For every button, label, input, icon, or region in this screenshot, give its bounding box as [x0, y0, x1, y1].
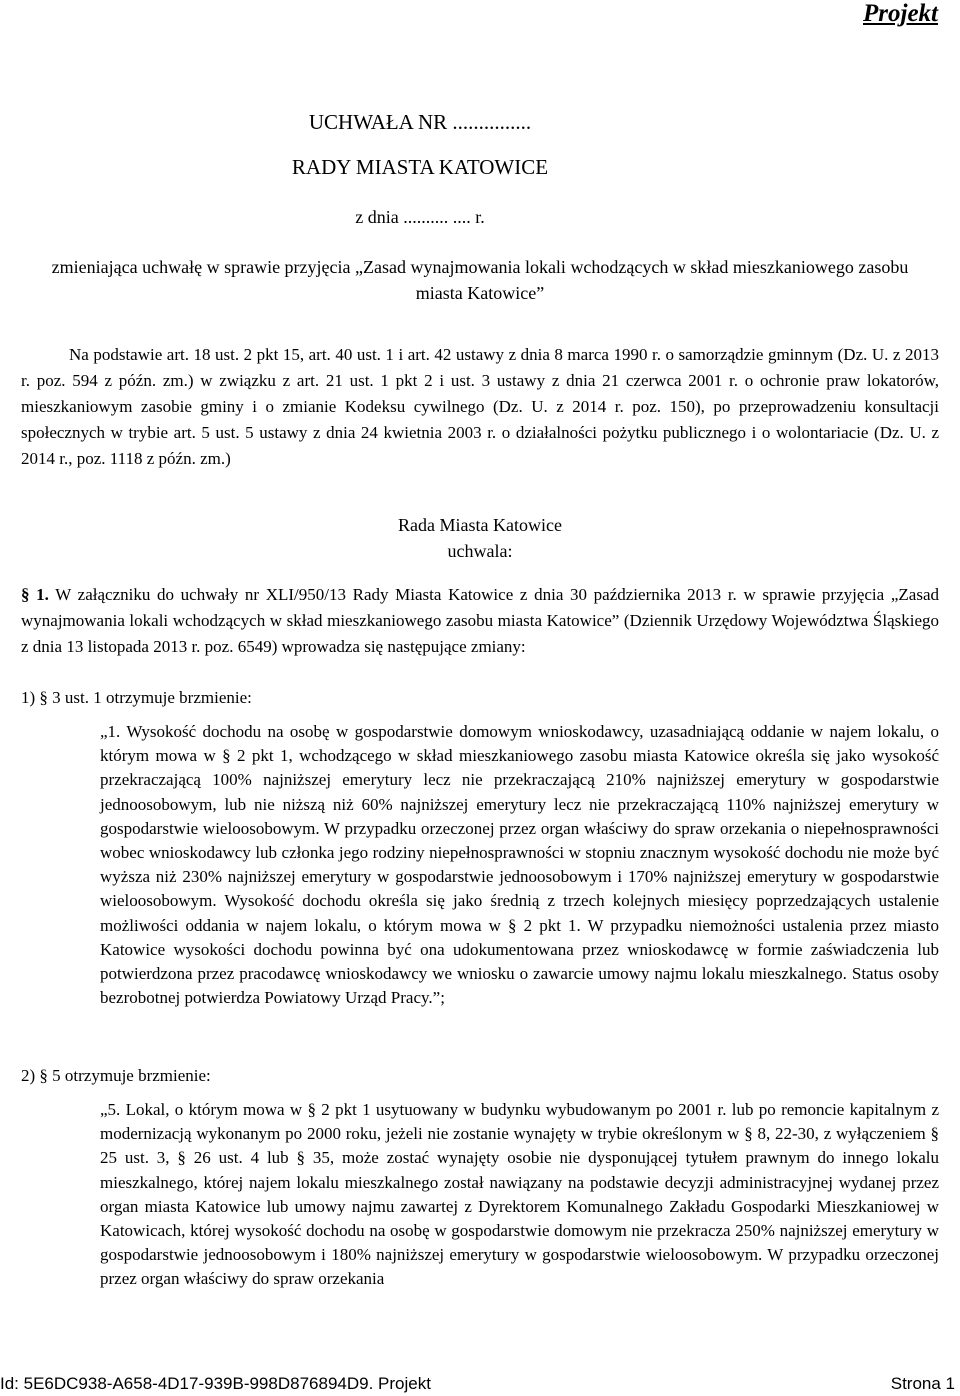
amendment-item-1-text: „1. Wysokość dochodu na osobę w gospodarstwie domowym wnioskodawcy, uzasadniającą oddanie w najem lokalu, o którym mowa w § 2 pkt 1, wchodzącego w skład mieszkaniowego zasobu miasta Katowice określa się jako wysokość przekraczającą 100% najniższej emerytury lecz nie przekraczającą 210% najniższej emerytury w gospodarstwie jednoosobowym, lub nie niższą niż 60% najniższej emerytury lecz nie przekraczającą 110% najniższej emerytury w gospodarstwie wieloosobowym. W przypadku orzeczonej przez organ właściwy do spraw orzekania o niepełnosprawności wobec wnioskodawcy lub członka jego rodziny niepełnosprawności w stopniu znacznym wysokość dochodu nie może być wyższa niż 230% najniższej emerytury w gospodarstwie jednoosobowym i 170% najniższej emerytury w gospodarstwie wieloosobowym. Wysokość dochodu określa się jako średnią z trzech kolejnych miesięcy poprzedzających ustalenie możliwości oddania w najem lokalu, o którym mowa w § 2 pkt 1. W przypadku niemożności ustalenia przez miasto Katowice wysokości dochodu powinna być ona udokumentowana przez wnioskodawcę w formie zaświadczenia lub potwierdzona przez pracodawcę wnioskodawcy we wniosku o zawarcie umowy najmu lokalu mieszkalnego. Status osoby bezrobotnej potwierdza Powiatowy Urząd Pracy.”; [100, 722, 939, 1008]
resolves-clause [0, 512, 960, 564]
amendment-item-2-text: „5. Lokal, o którym mowa w § 2 pkt 1 usytuowany w budynku wybudowanym po 2001 r. lub po remoncie kapitalnym z modernizacją wykonanym po 2000 roku, jeżeli nie zostanie wynajęty w trybie określonym w § 8, 22-30, z wyłączeniem § 25 ust. 3, § 26 ust. 4 lub § 35, może zostać wynajęty osobie nie dysponującej tytułem prawnym do innego lokalu mieszkalnego, której najem lokalu mieszkalnego został nawiązany na podstawie decyzji administracyjnej wydanej przez organ miasta Katowice lub umowy najmu zawartej z Dyrektorem Komunalnego Zakładu Gospodarki Mieszkaniowej w Katowicach, której wysokość dochodu na osobę w gospodarstwie domowym nie przekracza 250% najniższej emerytury w gospodarstwie jednoosobowym i 180% najniższej emerytury w gospodarstwie wieloosobowym. W przypadku orzeczonej przez organ właściwy do spraw orzekania [100, 1100, 939, 1289]
legal-basis: Na podstawie art. 18 ust. 2 pkt 15, art. 40 ust. 1 i art. 42 ustawy z dnia 8 marca 1990 r. o samorządzie gminnym (Dz. U. z 2013 r. poz. 594 z późn. zm.) w związku z art. 21 ust. 1 pkt 2 i ust. 3 ustawy z dnia 21 czerwca 2001 r. o ochronie praw lokatorów, mieszkaniowym zasobie gminy i o zmianie Kodeksu cywilnego (Dz. U. z 2014 r. poz. 150), po przeprowadzeniu konsultacji społecznych w trybie art. 5 ust. 5 ustawy z dnia 24 kwietnia 2003 r. o działalności pożytku publicznego i o wolontariacie (Dz. U. z 2014 r., poz. 1118 z późn. zm.) [21, 345, 939, 468]
page-number: Strona 1 [890, 1374, 955, 1393]
resolution-date [0, 207, 960, 228]
document-id: Id: 5E6DC938-A658-4D17-939B-998D876894D9. Projekt [0, 1374, 431, 1393]
amendment-item-2-label: 2) § 5 otrzymuje brzmienie: [21, 1066, 211, 1085]
paragraph-1 [21, 582, 939, 660]
resolution-title-text: UCHWAŁA NR ............... [308, 110, 532, 134]
resolution-title [0, 110, 960, 135]
paragraph-1-text: W załączniku do uchwały nr XLI/950/13 Rady Miasta Katowice z dnia 30 października 2013 r. w sprawie przyjęcia „Zasad wynajmowania lokali wchodzących w skład mieszkaniowego zasobu miasta Katowice” (Dziennik Urzędowy Województwa Śląskiego z dnia 13 listopada 2013 r. poz. 6549) wprowadza się następujące zmiany: [21, 585, 939, 656]
page-footer [0, 1372, 960, 1396]
resolution-subject: zmieniająca uchwałę w sprawie przyjęcia „Zasad wynajmowania lokali wchodzących w skład mieszkaniowego zasobu miasta Katowice” [51, 257, 909, 303]
resolution-date-text: z dnia .......... .... r. [355, 207, 485, 227]
paragraph-1-number: § 1. [21, 585, 49, 604]
projekt-label: Projekt [863, 0, 938, 27]
council-name-text: RADY MIASTA KATOWICE [291, 155, 549, 179]
council-name [0, 155, 960, 180]
council-resolves: Rada Miasta Katowice [398, 515, 562, 535]
amendment-item-1-label: 1) § 3 ust. 1 otrzymuje brzmienie: [21, 688, 252, 707]
resolves-verb: uchwala: [447, 541, 513, 561]
